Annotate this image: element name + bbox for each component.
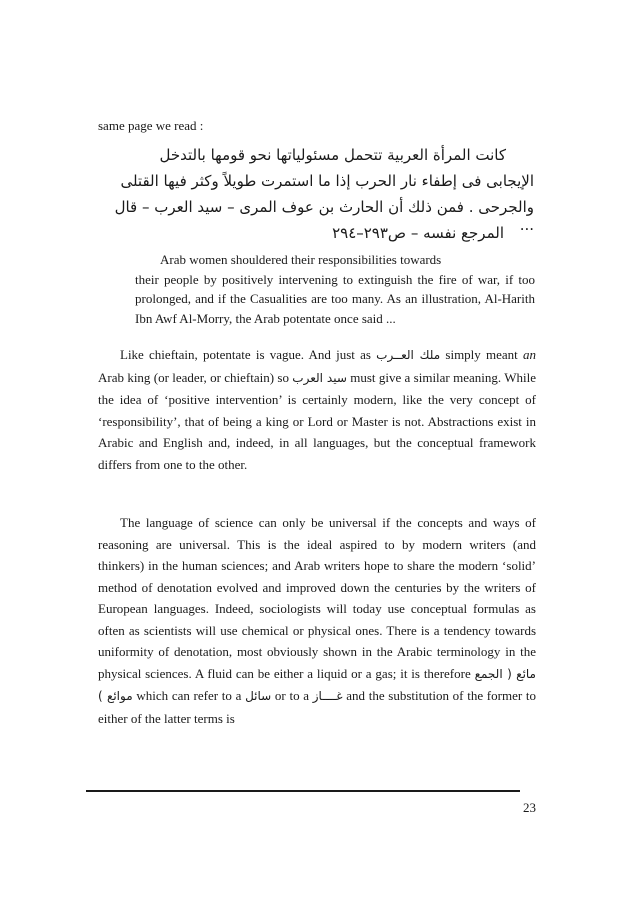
paragraph-1-arabic-1: ملك العــرب [376,348,441,362]
arabic-quote-reference: المرجع نفسه – ص٢٩٣–٢٩٤ [332,224,504,242]
paragraph-2-arabic-2: سائل [245,689,272,703]
paragraph-1-arabic-2: سيد العرب [292,370,347,385]
arabic-quote-line-3: والجرحى . فمن ذلك أن الحارث بن عوف المرى – سيد العرب – قال ... [114,198,534,234]
page-number: 23 [523,800,536,815]
translation-block [135,250,535,328]
paragraph-1 [98,344,536,475]
paragraph-2-text-b: which can refer to a [132,688,246,703]
paragraph-1-emphasis: an [523,347,536,362]
paragraph-2-text-a: The language of science can only be universal if the concepts and ways of reasoning are universal. This is the ideal aspired to by modern writers (and thinkers) in the human sciences; and Arab writers hope to share the modern ‘solid’ method of denotation evolved and improved down the centuries by the writers of European languages. Indeed, sociologists will today use conceptual formulas as often as scientists will use chemical or physical ones. There is a tendency towards uniformity of denotation, most obviously shown in the Arabic terminology in the physical sciences. A fluid can be either a liquid or a gas; it is therefore [98,515,536,681]
paragraph-2-text-d: and the substitution of the former to either of the latter terms is [98,688,536,726]
paragraph-1-text-d: must give a similar meaning. While the idea of ‘positive intervention’ is certainly modern, like the very concept of ‘responsibility’, that of being a king or Lord or Master is not. Abstractions exist in Arabic and English and, indeed, in all languages, but the conceptual framework differs from one to the other. [98,369,536,472]
translation-rest: their people by positively intervening to extinguish the fire of war, if too prolonged, and if the Casualities are too many. As an illustration, Al-Harith Ibn Awf Al-Morry, the Arab potentate once said ... [135,271,535,326]
paragraph-1-text-a: Like chieftain, potentate is vague. And just as [120,347,377,362]
paragraph-1-text-c: Arab king (or leader, or chieftain) so [98,369,293,385]
paragraph-2-text-c: or to a [271,688,313,703]
arabic-quote-line-2: الإيجابى فى إطفاء نار الحرب إذا ما استمرت طويلاً وكثر فيها القتلى [120,172,534,190]
paragraph-2-arabic-3: غــــاز [312,689,343,703]
arabic-quote-line-1: كانت المرأة العربية تتحمل مسئولياتها نحو قومها بالتدخل [159,146,506,164]
footer-rule [86,790,520,792]
paragraph-2 [98,512,536,729]
translation-line-1: Arab women shouldered their responsibilities towards [160,252,442,267]
paragraph-1-text-b: simply meant [440,347,523,362]
paragraph-2-arabic-1: مائع ( الجمع موائع ) [98,666,536,703]
intro-line: same page we read : [98,118,204,133]
